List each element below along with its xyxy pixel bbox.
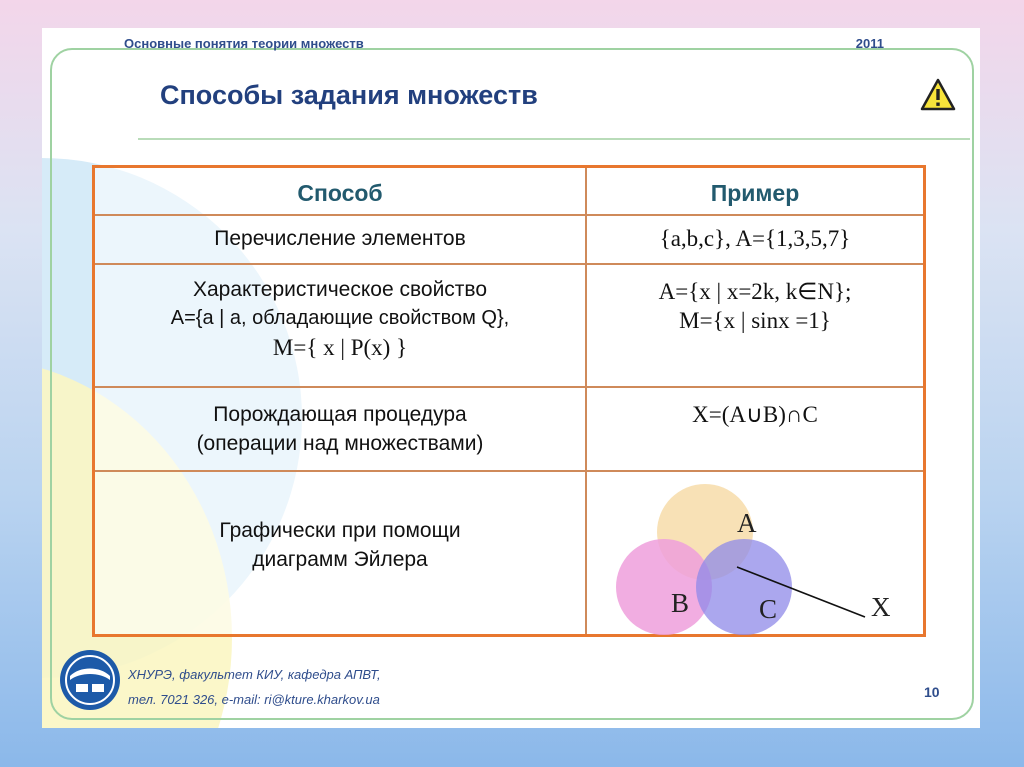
method-text: (операции над множествами) bbox=[196, 432, 484, 455]
method-cell bbox=[95, 265, 587, 386]
example-text: A={x | x=2k, k∈N}; bbox=[658, 279, 852, 304]
venn-label-a: A bbox=[737, 508, 757, 538]
venn-label-b: B bbox=[671, 588, 690, 618]
method-formula: M={ x | P(x) } bbox=[272, 335, 408, 360]
example-cell bbox=[587, 216, 923, 263]
table-row bbox=[95, 214, 923, 263]
method-text: Порождающая процедура bbox=[213, 403, 467, 426]
table-row bbox=[95, 470, 923, 634]
method-cell bbox=[95, 472, 587, 634]
method-cell bbox=[95, 388, 587, 470]
method-text: Графически при помощи bbox=[219, 519, 461, 542]
header-topic: Основные понятия теории множеств bbox=[124, 36, 364, 51]
title-divider bbox=[138, 138, 970, 140]
venn-label-c: C bbox=[759, 594, 778, 624]
table-row bbox=[95, 263, 923, 386]
footer-address: ХНУРЭ, факультет КИУ, кафедра АПВТ, bbox=[128, 667, 381, 682]
example-text: M={x | sinx =1} bbox=[679, 308, 831, 333]
venn-cell bbox=[587, 472, 923, 634]
header-method: Способ bbox=[95, 168, 587, 214]
method-text: Перечисление элементов bbox=[214, 227, 466, 250]
table-row bbox=[95, 386, 923, 470]
method-cell bbox=[95, 216, 587, 263]
example-text: X=(A∪B)∩C bbox=[692, 402, 818, 427]
methods-table bbox=[92, 165, 926, 637]
method-text: Характеристическое свойство bbox=[192, 278, 488, 301]
venn-circle-c bbox=[696, 539, 792, 635]
footer-contact: тел. 7021 326, e-mail: ri@kture.kharkov.ua bbox=[128, 692, 380, 707]
method-formula: A={a | a, обладающие свойством Q}, bbox=[170, 307, 510, 329]
method-text: диаграмм Эйлера bbox=[252, 548, 428, 571]
slide bbox=[42, 28, 980, 728]
warning-triangle-icon bbox=[920, 78, 956, 112]
page-number: 10 bbox=[924, 684, 940, 700]
venn-label-x: X bbox=[871, 592, 891, 622]
euler-diagram bbox=[587, 472, 925, 636]
example-cell bbox=[587, 388, 923, 470]
example-text: {a,b,c}, A={1,3,5,7} bbox=[659, 226, 851, 251]
header-year: 2011 bbox=[855, 36, 884, 51]
table-header-row bbox=[95, 168, 923, 214]
example-cell bbox=[587, 265, 923, 386]
slide-title: Способы задания множеств bbox=[160, 80, 538, 110]
header-example: Пример bbox=[710, 180, 800, 206]
university-logo bbox=[58, 648, 122, 712]
